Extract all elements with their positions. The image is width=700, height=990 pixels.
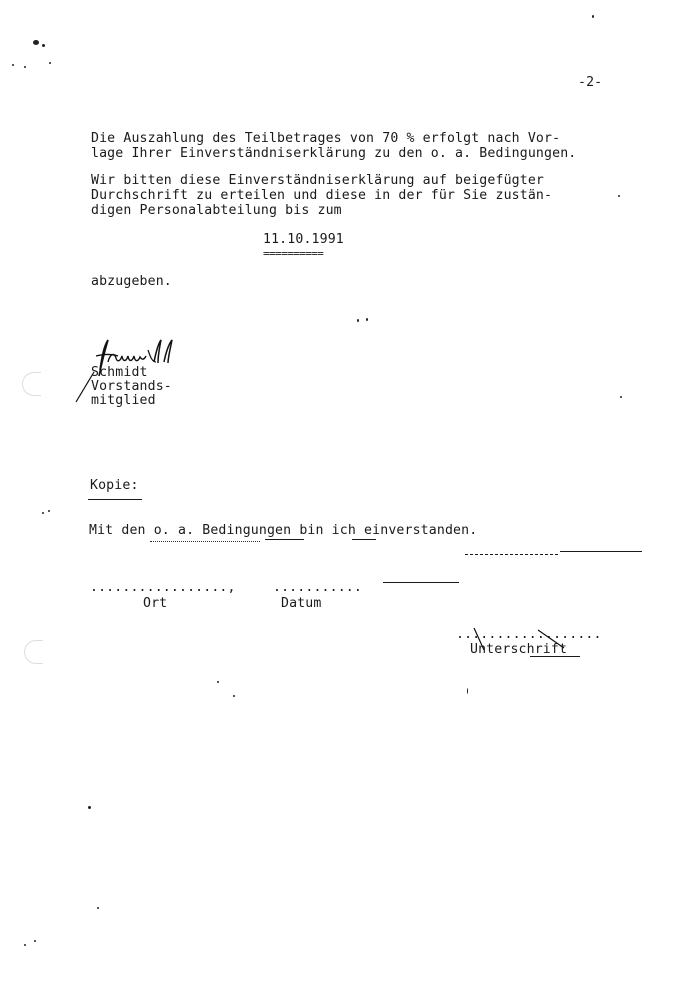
scan-speck xyxy=(592,15,594,18)
scan-speck xyxy=(48,510,50,512)
scan-speck xyxy=(618,195,620,197)
place-label: Ort xyxy=(143,596,168,611)
date-label: Datum xyxy=(281,596,322,611)
signature-dotted-line: .................. xyxy=(456,627,602,642)
underline-ich xyxy=(352,539,376,540)
copy-heading: Kopie: xyxy=(90,478,139,493)
paragraph-1-line-1: Die Auszahlung des Teilbetrages von 70 % erfolgt nach Vor- xyxy=(91,131,561,146)
paragraph-2-line-1: Wir bitten diese Einverständniserklärung auf beigefügter xyxy=(91,173,545,188)
scan-speck xyxy=(42,512,44,514)
scan-speck xyxy=(233,695,235,697)
scan-speck xyxy=(24,944,26,946)
paragraph-2-line-2: Durchschrift zu erteilen und diese in der für Sie zustän- xyxy=(91,188,553,203)
scan-speck xyxy=(24,66,26,68)
scan-speck xyxy=(467,688,468,694)
copy-heading-underline xyxy=(88,499,142,500)
punch-hole-shadow xyxy=(22,372,41,396)
deadline-date: 11.10.1991 xyxy=(263,232,344,247)
date-dotted-line: ........... xyxy=(273,580,362,595)
closing-text: abzugeben. xyxy=(91,274,172,289)
consent-text: Mit den o. a. Bedingungen bin ich einverstanden. xyxy=(89,523,478,538)
scan-speck xyxy=(42,44,45,47)
scan-speck xyxy=(33,40,39,45)
sketch-line-1 xyxy=(465,554,558,555)
signer-name: Schmidt xyxy=(91,365,148,380)
underline-bedingungen xyxy=(265,539,304,540)
page-number: -2- xyxy=(578,75,603,90)
scan-speck xyxy=(217,681,219,683)
place-dotted-line: ................., xyxy=(90,580,236,595)
scan-speck xyxy=(97,907,99,909)
signature-marks xyxy=(468,622,588,662)
signature-label: Unterschrift xyxy=(470,642,568,657)
sketch-line-2 xyxy=(560,551,642,552)
paragraph-1-line-2: lage Ihrer Einverständniserklärung zu den o. a. Bedingungen. xyxy=(91,146,577,161)
sketch-line-3 xyxy=(383,582,459,583)
scan-speck xyxy=(12,64,14,66)
signer-role-line-1: Vorstands- xyxy=(91,379,172,394)
deadline-double-underline: ========== xyxy=(263,247,324,260)
scan-speck xyxy=(620,396,622,398)
scan-speck xyxy=(34,940,36,942)
paragraph-2-line-3: digen Personalabteilung bis zum xyxy=(91,203,342,218)
scan-speck xyxy=(88,806,91,809)
punch-hole-shadow xyxy=(24,640,43,664)
scan-speck xyxy=(49,62,51,64)
faint-scratch-line xyxy=(150,541,260,542)
scan-speck xyxy=(366,318,368,321)
scan-speck xyxy=(357,319,359,322)
signer-role-line-2: mitglied xyxy=(91,393,156,408)
